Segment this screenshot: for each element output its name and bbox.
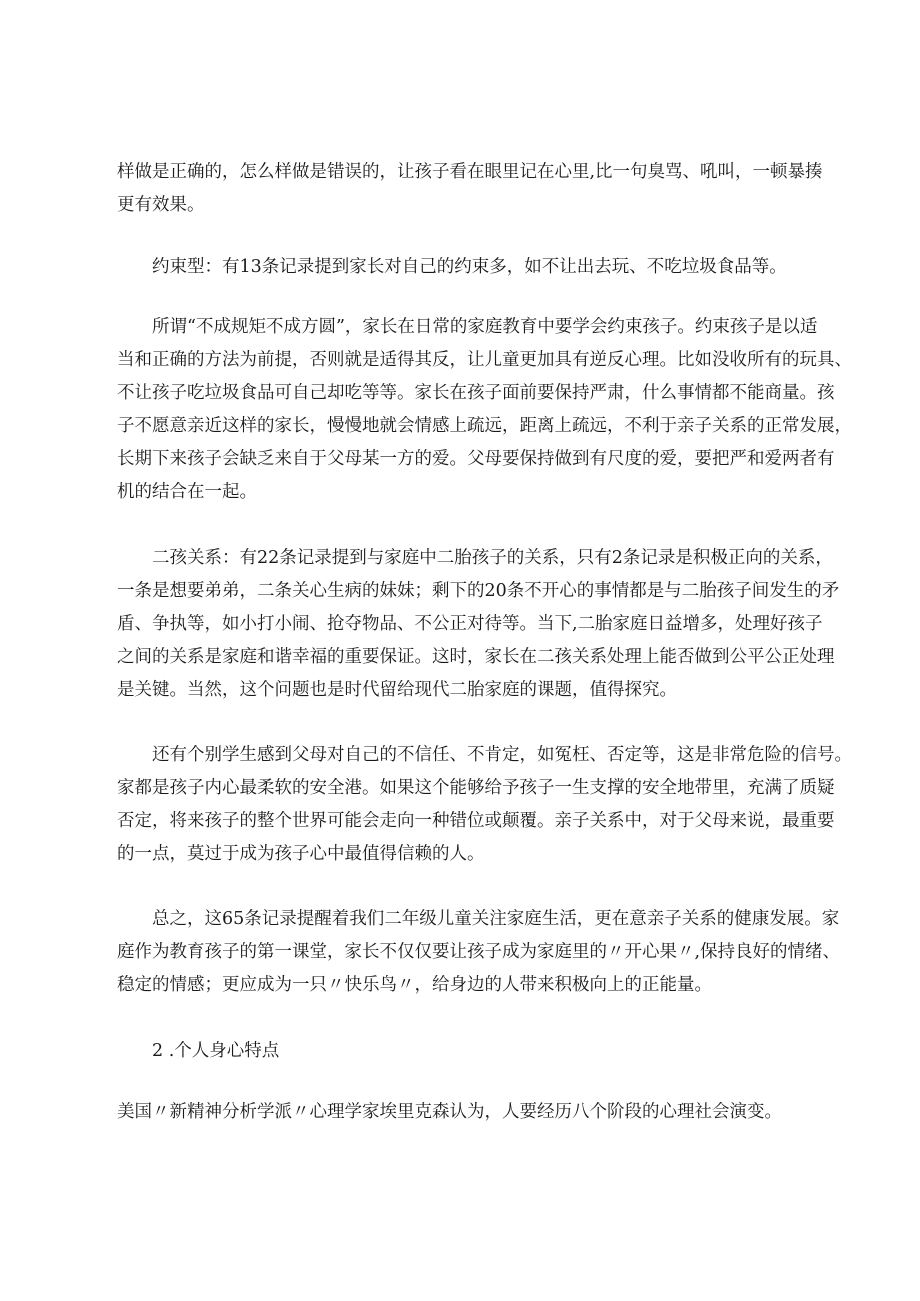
- text-line: 还有个别学生感到父母对自己的不信任、不肯定，如冤枉、否定等，这是非常危险的信号。: [152, 745, 852, 765]
- paragraph-constraint-type: [117, 251, 807, 284]
- text-line: 机的结合在一起。: [117, 482, 257, 502]
- text-line: 子不愿意亲近这样的家长，慢慢地就会情感上疏远，距离上疏远，不利于亲子关系的正常发展，: [117, 416, 852, 436]
- paragraph-erikson: [117, 1096, 807, 1129]
- heading-text: 2 .个人身心特点: [152, 1041, 280, 1061]
- text-line: 当和正确的方法为前提，否则就是适得其反，让儿童更加具有逆反心理。比如没收所有的玩具、: [117, 350, 852, 370]
- paragraph-rules: [117, 311, 852, 509]
- text-line: 一条是想要弟弟，二条关心生病的妹妹；剩下的20条不开心的事情都是与二胎孩子间发生的矛: [117, 581, 840, 601]
- paragraph-trust: [117, 739, 852, 871]
- text-line: 否定，将来孩子的整个世界可能会走向一种错位或颠覆。亲子关系中，对于父母来说，最重要: [117, 811, 835, 831]
- paragraph-summary: [117, 903, 841, 1002]
- text-line: 约束型：有13条记录提到家长对自己的约束多，如不让出去玩、不吃垃圾食品等。: [152, 257, 787, 277]
- text-line: 所谓“不成规矩不成方圆”，家长在日常的家庭教育中要学会约束孩子。约束孩子是以适: [152, 317, 818, 337]
- paragraph-sibling-relations: [117, 542, 840, 707]
- paragraph-continuation: [117, 156, 823, 222]
- text-line: 不让孩子吃垃圾食品可自己却吃等等。家长在孩子面前要保持严肃，什么事情都不能商量。孩: [117, 383, 835, 403]
- text-line: 长期下来孩子会缺乏来自于父母某一方的爱。父母要保持做到有尺度的爱，要把严和爱两者有: [117, 449, 835, 469]
- text-line: 更有效果。: [117, 195, 205, 215]
- text-line: 之间的关系是家庭和谐幸福的重要保证。这时，家长在二孩关系处理上能否做到公平公正处理: [117, 647, 835, 667]
- text-line: 总之，这65条记录提醒着我们二年级儿童关注家庭生活，更在意亲子关系的健康发展。家: [152, 909, 840, 929]
- section-heading: [117, 1035, 807, 1068]
- text-line: 样做是正确的，怎么样做是错误的，让孩子看在眼里记在心里,比一句臭骂、吼叫，一顿暴揍: [117, 162, 823, 182]
- text-line: 是关键。当然，这个问题也是时代留给现代二胎家庭的课题，值得探究。: [117, 680, 677, 700]
- text-line: 稳定的情感；更应成为一只〃快乐鸟〃，给身边的人带来积极向上的正能量。: [117, 975, 712, 995]
- text-line: 美国〃新精神分析学派〃心理学家埃里克森认为，人要经历八个阶段的心理社会演变。: [117, 1102, 782, 1122]
- text-line: 庭作为教育孩子的第一课堂，家长不仅仅要让孩子成为家庭里的〃开心果〃,保持良好的情绪、: [117, 942, 841, 962]
- text-line: 盾、争执等，如小打小闹、抢夺物品、不公正对待等。当下,二胎家庭日益增多，处理好孩子: [117, 614, 823, 634]
- text-line: 二孩关系：有22条记录提到与家庭中二胎孩子的关系，只有2条记录是积极正向的关系，: [152, 548, 833, 568]
- text-line: 的一点，莫过于成为孩子心中最值得信赖的人。: [117, 844, 485, 864]
- text-line: 家都是孩子内心最柔软的安全港。如果这个能够给予孩子一生支撑的安全地带里，充满了质疑: [117, 778, 835, 798]
